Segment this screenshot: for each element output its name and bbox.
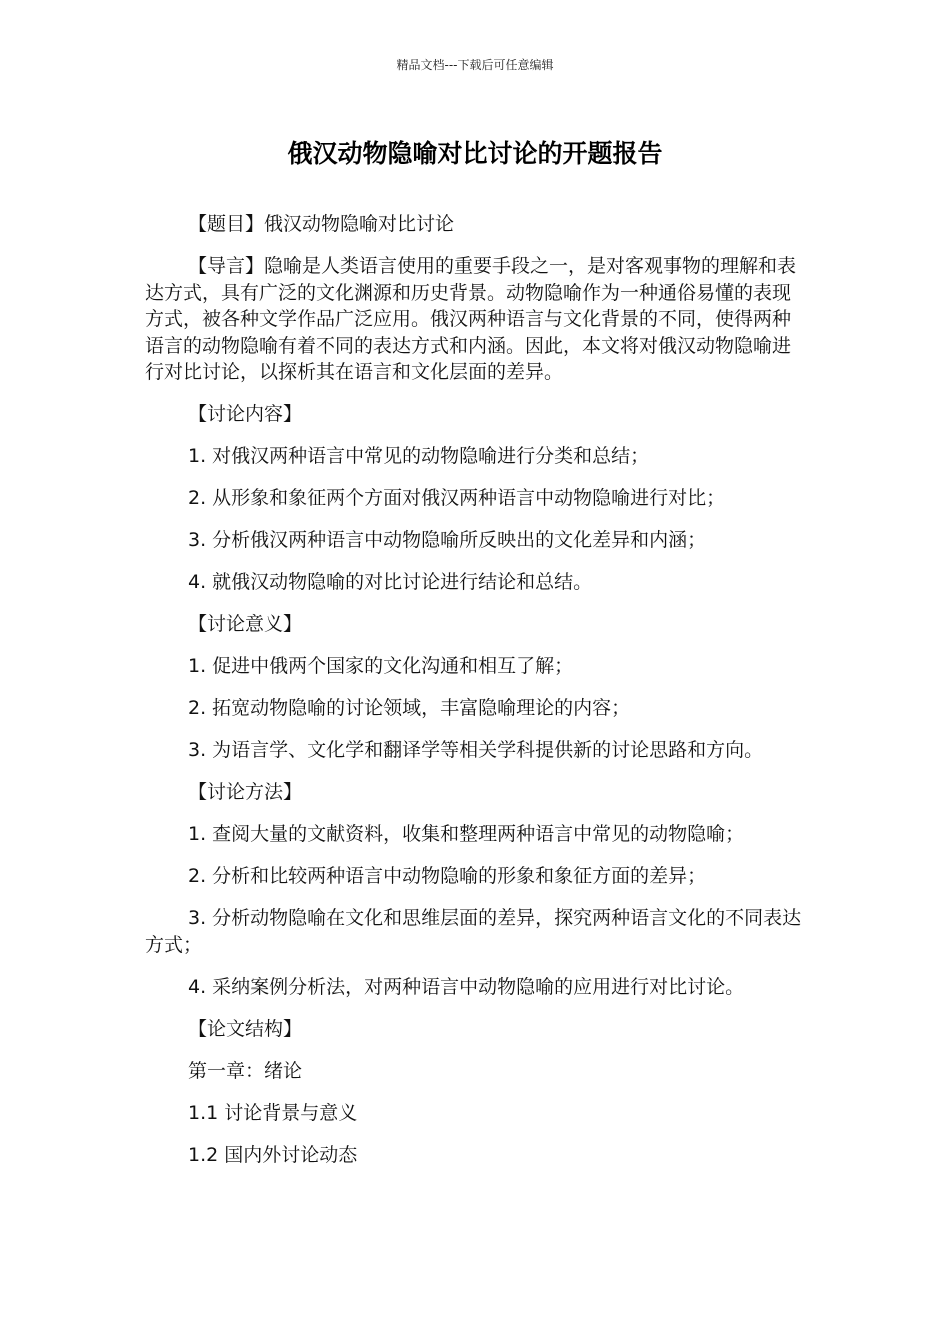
significance-item-2: 2. 拓宽动物隐喻的讨论领域，丰富隐喻理论的内容； xyxy=(188,697,631,719)
method-item-4: 4. 采纳案例分析法，对两种语言中动物隐喻的应用进行对比讨论。 xyxy=(188,975,745,998)
content-item-3: 3. 分析俄汉两种语言中动物隐喻所反映出的文化差异和内涵； xyxy=(188,529,707,551)
document-title: 俄汉动物隐喻对比讨论的开题报告 xyxy=(287,139,663,168)
content-item-4: 4. 就俄汉动物隐喻的对比讨论进行结论和总结。 xyxy=(188,571,593,593)
method-item-3: 3. 分析动物隐喻在文化和思维层面的差异，探究两种语言文化的不同表达方式； xyxy=(145,907,802,956)
section-topic: 【题目】俄汉动物隐喻对比讨论 xyxy=(188,213,455,235)
method-item-1: 1. 查阅大量的文献资料，收集和整理两种语言中常见的动物隐喻； xyxy=(188,823,745,845)
chapter-heading-1: 第一章：绪论 xyxy=(188,1059,303,1082)
section-heading-methods: 【讨论方法】 xyxy=(188,781,303,803)
content-item-2: 2. 从形象和象征两个方面对俄汉两种语言中动物隐喻进行对比； xyxy=(188,487,726,509)
method-item-2: 2. 分析和比较两种语言中动物隐喻的形象和象征方面的差异； xyxy=(188,865,707,887)
page-header: 精品文档---下载后可任意编辑 xyxy=(396,58,554,72)
section-heading-structure: 【论文结构】 xyxy=(188,1017,303,1040)
significance-item-3: 3. 为语言学、文化学和翻译学等相关学科提供新的讨论思路和方向。 xyxy=(188,739,764,761)
subsection-1-2: 1.2 国内外讨论动态 xyxy=(188,1143,358,1166)
introduction-paragraph: 【导言】隐喻是人类语言使用的重要手段之一，是对客观事物的理解和表达方式，具有广泛的文化渊源和历史背景。动物隐喻作为一种通俗易懂的表现方式，被各种文学作品广泛应用。俄汉两种语言与文化背景的不同，使得两种语言的动物隐喻有着不同的表达方式和内涵。因此，本文将对俄汉动物隐喻进行对比讨论，以探析其在语言和文化层面的差异。 xyxy=(145,255,797,383)
subsection-1-1: 1.1 讨论背景与意义 xyxy=(188,1101,358,1124)
section-heading-significance: 【讨论意义】 xyxy=(188,613,303,635)
content-item-1: 1. 对俄汉两种语言中常见的动物隐喻进行分类和总结； xyxy=(188,445,650,467)
section-heading-content: 【讨论内容】 xyxy=(188,403,303,425)
document-body xyxy=(145,211,805,1184)
significance-item-1: 1. 促进中俄两个国家的文化沟通和相互了解； xyxy=(188,655,574,677)
